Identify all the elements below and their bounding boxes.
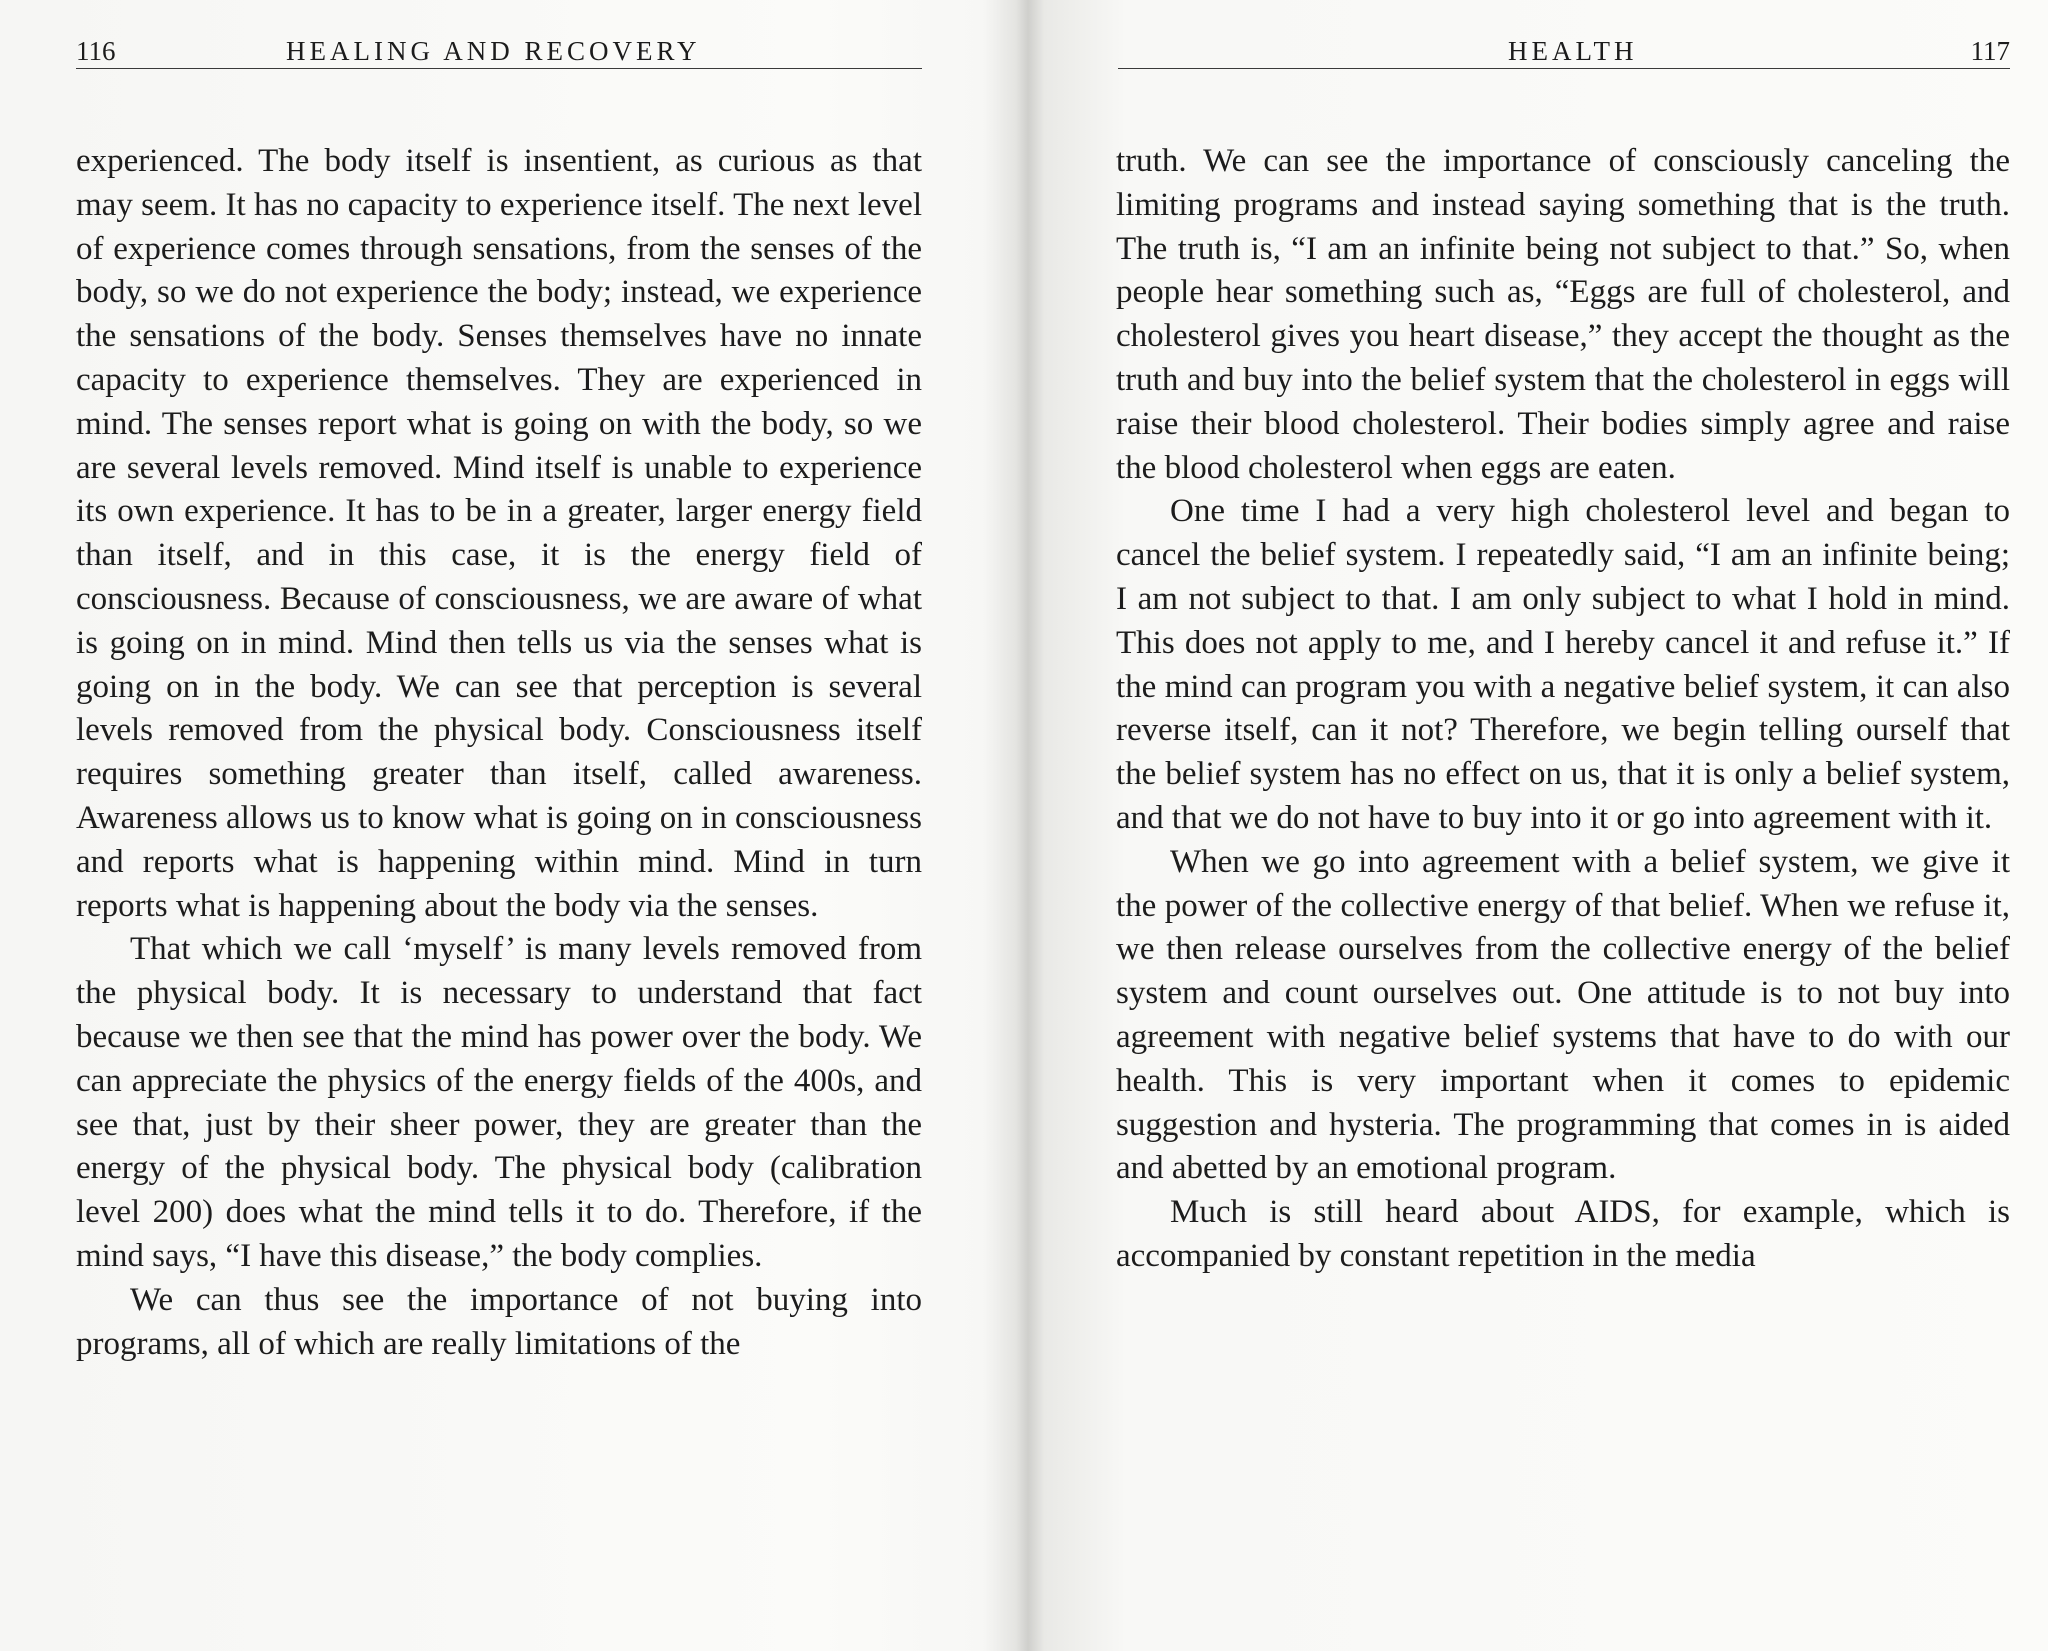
page-number: 116 bbox=[76, 36, 116, 66]
paragraph: That which we call ‘myself’ is many levels removed from the physical body. It is necessary to understand that fact because we then see that the mind has power over the body. We can appreciate the physics of the energy fields of the 400s, and see that, just by their sheer power, they are greater than the energy of the physical body. The physical body (calibration level 200) does what the mind tells it to do. Therefore, if the mind says, “I have this disease,” the body complies. bbox=[76, 931, 922, 1274]
right-page bbox=[1040, 0, 2048, 1651]
paragraph: We can thus see the importance of not buying into programs, all of which are really limitations of the bbox=[76, 1281, 922, 1362]
paragraph: Much is still heard about AIDS, for example, which is accompanied by constant repetition in the media bbox=[1116, 1194, 2010, 1274]
right-page-header bbox=[1118, 34, 2010, 69]
page-number: 117 bbox=[1970, 36, 2010, 66]
left-page-body bbox=[76, 140, 922, 1366]
left-page bbox=[0, 0, 1010, 1651]
running-head: HEALING AND RECOVERY bbox=[286, 36, 701, 66]
right-page-body bbox=[1116, 140, 2010, 1279]
running-head: HEALTH bbox=[1508, 36, 1638, 66]
left-page-header bbox=[76, 34, 922, 69]
paragraph: One time I had a very high cholesterol level and began to cancel the belief system. I repeatedly said, “I am an infinite being; I am not subject to that. I am only subject to what I hold in mind. This does not apply to me, and I hereby cancel it and refuse it.” If the mind can program you with a negative belief system, it can also reverse itself, can it not? Therefore, we begin telling ourself that the belief system has no effect on us, that it is only a belief system, and that we do not have to buy into it or go into agreement with it. bbox=[1116, 493, 2010, 836]
paragraph: experienced. The body itself is insentient, as curious as that may seem. It has no capacity to experience itself. The next level of experience comes through sensations, from the senses of the body, so we do not experience the body; instead, we experience the sensations of the body. Senses themselves have no innate capacity to experience themselves. They are experienced in mind. The senses report what is going on with the body, so we are several levels removed. Mind itself is unable to experience its own experience. It has to be in a greater, larger energy field than itself, and in this case, it is the energy field of consciousness. Because of consciousness, we are aware of what is going on in mind. Mind then tells us via the senses what is going on in the body. We can see that perception is several levels removed from the physical body. Consciousness itself requires something greater than itself, called awareness. Awareness allows us to know what is going on in consciousness and reports what is happening within mind. Mind in turn reports what is happening about the body via the senses. bbox=[76, 143, 922, 924]
paragraph: When we go into agreement with a belief system, we give it the power of the collective energy of that belief. When we refuse it, we then release ourselves from the collective energy of the belief system and count ourselves out. One attitude is to not buy into agreement with negative belief systems that have to do with our health. This is very important when it comes to epidemic suggestion and hysteria. The programming that comes in is aided and abetted by an emotional program. bbox=[1116, 843, 2010, 1187]
paragraph: truth. We can see the importance of consciously canceling the limiting programs and instead saying something that is the truth. The truth is, “I am an infinite being not subject to that.” So, when people hear something such as, “Eggs are full of cholesterol, and cholesterol gives you heart disease,” they accept the thought as the truth and buy into the belief system that the cholesterol in eggs will raise their blood cholesterol. Their bodies simply agree and raise the blood cholesterol when eggs are eaten. bbox=[1116, 143, 2010, 486]
